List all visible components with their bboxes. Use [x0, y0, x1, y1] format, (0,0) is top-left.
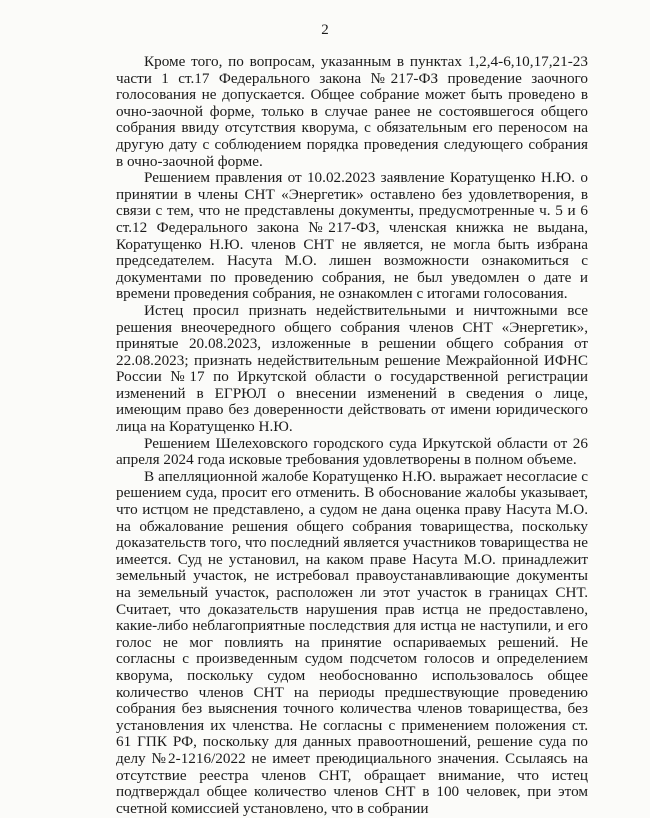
paragraph-claim: Истец просил признать недействительными и ничтожными все решения внеочередного общего собрания членов СНТ «Энергетик», принятые 20.08.2023, изложенные в решении общего собрания от 22.08.2023; признать недействительным решение Межрайонной ИФНС России №17 по Иркутской области о государственной регистрации изменений в ЕГРЮЛ о внесении изменений в сведения о лице, имеющим право без доверенности действовать от имени юридического лица на Коратущенко Н.Ю.: [116, 301, 588, 436]
document-body: [116, 54, 588, 817]
paragraph-board-decision: Решением правления от 10.02.2023 заявление Коратущенко Н.Ю. о принятии в члены СНТ «Энергетик» оставлено без удовлетворения, в связи с тем, что не представлены документы, предусмотренные ч. 5 и 6 ст.12 Федерального закона №217-ФЗ, членская книжка не выдана, Коратущенко Н.Ю. членов СНТ не является, не могла быть избрана председателем. Насута М.О. лишен возможности ознакомиться с документами по проведению собрания, не был уведомлен о дате и времени проведения собрания, не ознакомлен с итогами голосования.: [116, 169, 588, 303]
paragraph-quorum-rules: Кроме того, по вопросам, указанным в пунктах 1,2,4-6,10,17,21-23 части 1 ст.17 Федерального закона №217-ФЗ проведение заочного голосования не допускается. Общее собрание может быть проведено в очно-заочной форме, только в случае ранее не состоявшегося общего собрания ввиду отсутствия кворума, с обязательным его переносом на другую дату с соблюдением порядка проведения следующего собрания в очно-заочной форме.: [116, 53, 588, 170]
paragraph-appeal: В апелляционной жалобе Коратущенко Н.Ю. выражает несогласие с решением суда, просит его отменить. В обоснование жалобы указывает, что истцом не представлено, а судом не дана оценка праву Насута М.О. на обжалование решения общего собрания товарищества, поскольку доказательств того, что последний является участников товарищества не имеется. Суд не установил, на каком праве Насута М.О. принадлежит земельный участок, не истребовал правоустанавливающие документы на земельный участок, расположен ли этот участок в границах СНТ. Считает, что доказательств нарушения прав истца не предоставлено, какие-либо неблагоприятные последствия для истца не наступили, и его голос не мог повлиять на принятие оспариваемых решений. Не согласны с произведенным судом подсчетом голосов и определением кворума, поскольку судом необоснованно использовалось общее количество членов СНТ на периоды предшествующие проведению собрания без выяснения точного количества членов товарищества, без установления их членства. Не согласны с применением положения ст. 61 ГПК РФ, поскольку для данных правоотношений, решение суда по делу №2-1216/2022 не имеет преюдициального значения. Ссылаясь на отсутствие реестра членов СНТ, обращает внимание, что истец подтверждал общее количество членов СНТ в 100 человек, при этом счетной комиссией установлено, что в собрании: [116, 467, 588, 817]
paragraph-court-decision: Решением Шелеховского городского суда Иркутской области от 26 апреля 2024 года исковые требования удовлетворены в полном объеме.: [116, 434, 588, 469]
page-number: 2: [321, 22, 329, 38]
